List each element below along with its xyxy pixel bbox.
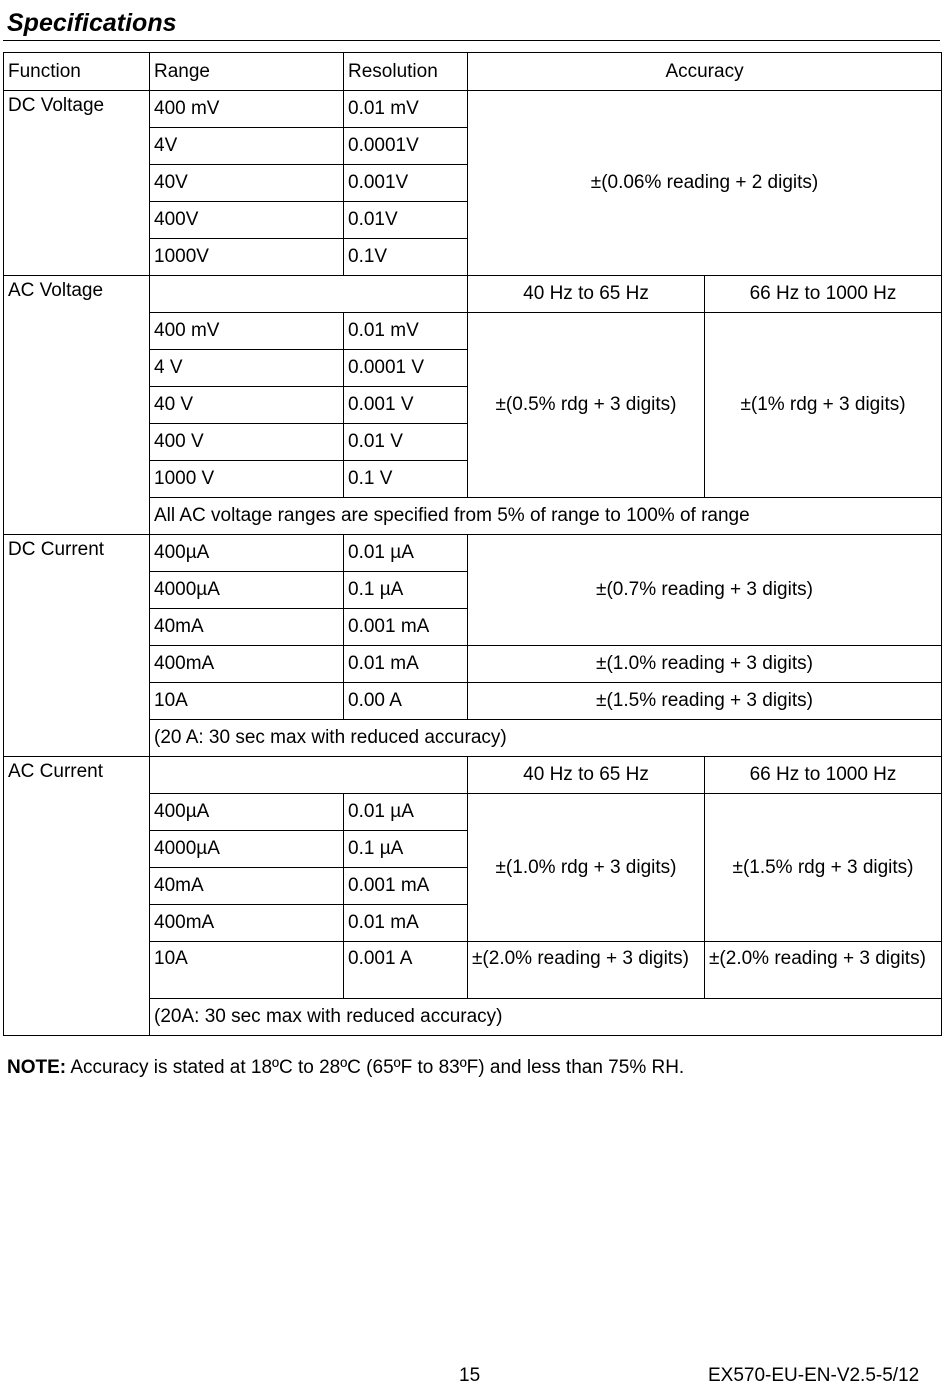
freq-high-header: 66 Hz to 1000 Hz <box>705 276 942 313</box>
accuracy-ac-current-10a-low: ±(2.0% reading + 3 digits) <box>468 942 705 999</box>
table-row <box>4 91 942 128</box>
resolution-cell: 0.001 A <box>344 942 468 999</box>
range-cell: 40mA <box>150 609 344 646</box>
resolution-cell: 0.00 A <box>344 683 468 720</box>
function-ac-voltage: AC Voltage <box>4 276 150 535</box>
resolution-cell: 0.01 mV <box>344 313 468 350</box>
range-cell: 40V <box>150 165 344 202</box>
accuracy-note <box>7 1057 684 1079</box>
range-cell: 400µA <box>150 794 344 831</box>
freq-low-header: 40 Hz to 65 Hz <box>468 276 705 313</box>
range-cell: 4000µA <box>150 831 344 868</box>
resolution-cell: 0.001 V <box>344 387 468 424</box>
blank-cell <box>150 276 468 313</box>
range-cell: 400µA <box>150 535 344 572</box>
range-cell: 10A <box>150 683 344 720</box>
resolution-cell: 0.01 µA <box>344 794 468 831</box>
range-cell: 400mA <box>150 646 344 683</box>
range-cell: 4V <box>150 128 344 165</box>
range-cell: 400 mV <box>150 91 344 128</box>
accuracy-ac-current-low: ±(1.0% rdg + 3 digits) <box>468 794 705 942</box>
accuracy-ac-current-10a-high: ±(2.0% reading + 3 digits) <box>705 942 942 999</box>
dc-current-note: (20 A: 30 sec max with reduced accuracy) <box>150 720 942 757</box>
table-row <box>4 276 942 313</box>
resolution-cell: 0.0001V <box>344 128 468 165</box>
freq-low-header: 40 Hz to 65 Hz <box>468 757 705 794</box>
table-row <box>4 757 942 794</box>
title-rule <box>3 40 940 41</box>
ac-voltage-note: All AC voltage ranges are specified from 5% of range to 100% of range <box>150 498 942 535</box>
resolution-cell: 0.01 V <box>344 424 468 461</box>
note-label: NOTE: <box>7 1057 67 1078</box>
resolution-cell: 0.1 V <box>344 461 468 498</box>
page-number: 15 <box>459 1365 481 1386</box>
range-cell: 4 V <box>150 350 344 387</box>
resolution-cell: 0.01 mV <box>344 91 468 128</box>
range-cell: 40 V <box>150 387 344 424</box>
resolution-cell: 0.01V <box>344 202 468 239</box>
header-row <box>4 53 942 91</box>
accuracy-dc-current-group: ±(0.7% reading + 3 digits) <box>468 535 942 646</box>
note-text: Accuracy is stated at 18ºC to 28ºC (65ºF to 83ºF) and less than 75% RH. <box>66 1057 685 1078</box>
resolution-cell: 0.01 mA <box>344 905 468 942</box>
accuracy-ac-voltage-low: ±(0.5% rdg + 3 digits) <box>468 313 705 498</box>
resolution-cell: 0.001 mA <box>344 868 468 905</box>
header-accuracy: Accuracy <box>468 53 942 91</box>
header-resolution: Resolution <box>344 53 468 91</box>
accuracy-ac-voltage-high: ±(1% rdg + 3 digits) <box>705 313 942 498</box>
resolution-cell: 0.1 µA <box>344 831 468 868</box>
resolution-cell: 0.0001 V <box>344 350 468 387</box>
resolution-cell: 0.01 mA <box>344 646 468 683</box>
header-function: Function <box>4 53 150 91</box>
range-cell: 400 V <box>150 424 344 461</box>
resolution-cell: 0.1V <box>344 239 468 276</box>
specifications-table <box>3 52 942 1036</box>
resolution-cell: 0.001 mA <box>344 609 468 646</box>
function-dc-current: DC Current <box>4 535 150 757</box>
accuracy-dc-current-400ma: ±(1.0% reading + 3 digits) <box>468 646 942 683</box>
range-cell: 40mA <box>150 868 344 905</box>
freq-high-header: 66 Hz to 1000 Hz <box>705 757 942 794</box>
range-cell: 1000 V <box>150 461 344 498</box>
range-cell: 400mA <box>150 905 344 942</box>
accuracy-ac-current-high: ±(1.5% rdg + 3 digits) <box>705 794 942 942</box>
function-dc-voltage: DC Voltage <box>4 91 150 276</box>
resolution-cell: 0.1 µA <box>344 572 468 609</box>
range-cell: 400V <box>150 202 344 239</box>
accuracy-dc-current-10a: ±(1.5% reading + 3 digits) <box>468 683 942 720</box>
blank-cell <box>150 757 468 794</box>
range-cell: 4000µA <box>150 572 344 609</box>
resolution-cell: 0.001V <box>344 165 468 202</box>
range-cell: 400 mV <box>150 313 344 350</box>
ac-current-note: (20A: 30 sec max with reduced accuracy) <box>150 999 942 1036</box>
range-cell: 1000V <box>150 239 344 276</box>
range-cell: 10A <box>150 942 344 999</box>
table-row <box>4 535 942 572</box>
accuracy-dc-voltage: ±(0.06% reading + 2 digits) <box>468 91 942 276</box>
function-ac-current: AC Current <box>4 757 150 1036</box>
resolution-cell: 0.01 µA <box>344 535 468 572</box>
section-title: Specifications <box>7 9 177 37</box>
header-range: Range <box>150 53 344 91</box>
document-code: EX570-EU-EN-V2.5-5/12 <box>708 1365 920 1386</box>
